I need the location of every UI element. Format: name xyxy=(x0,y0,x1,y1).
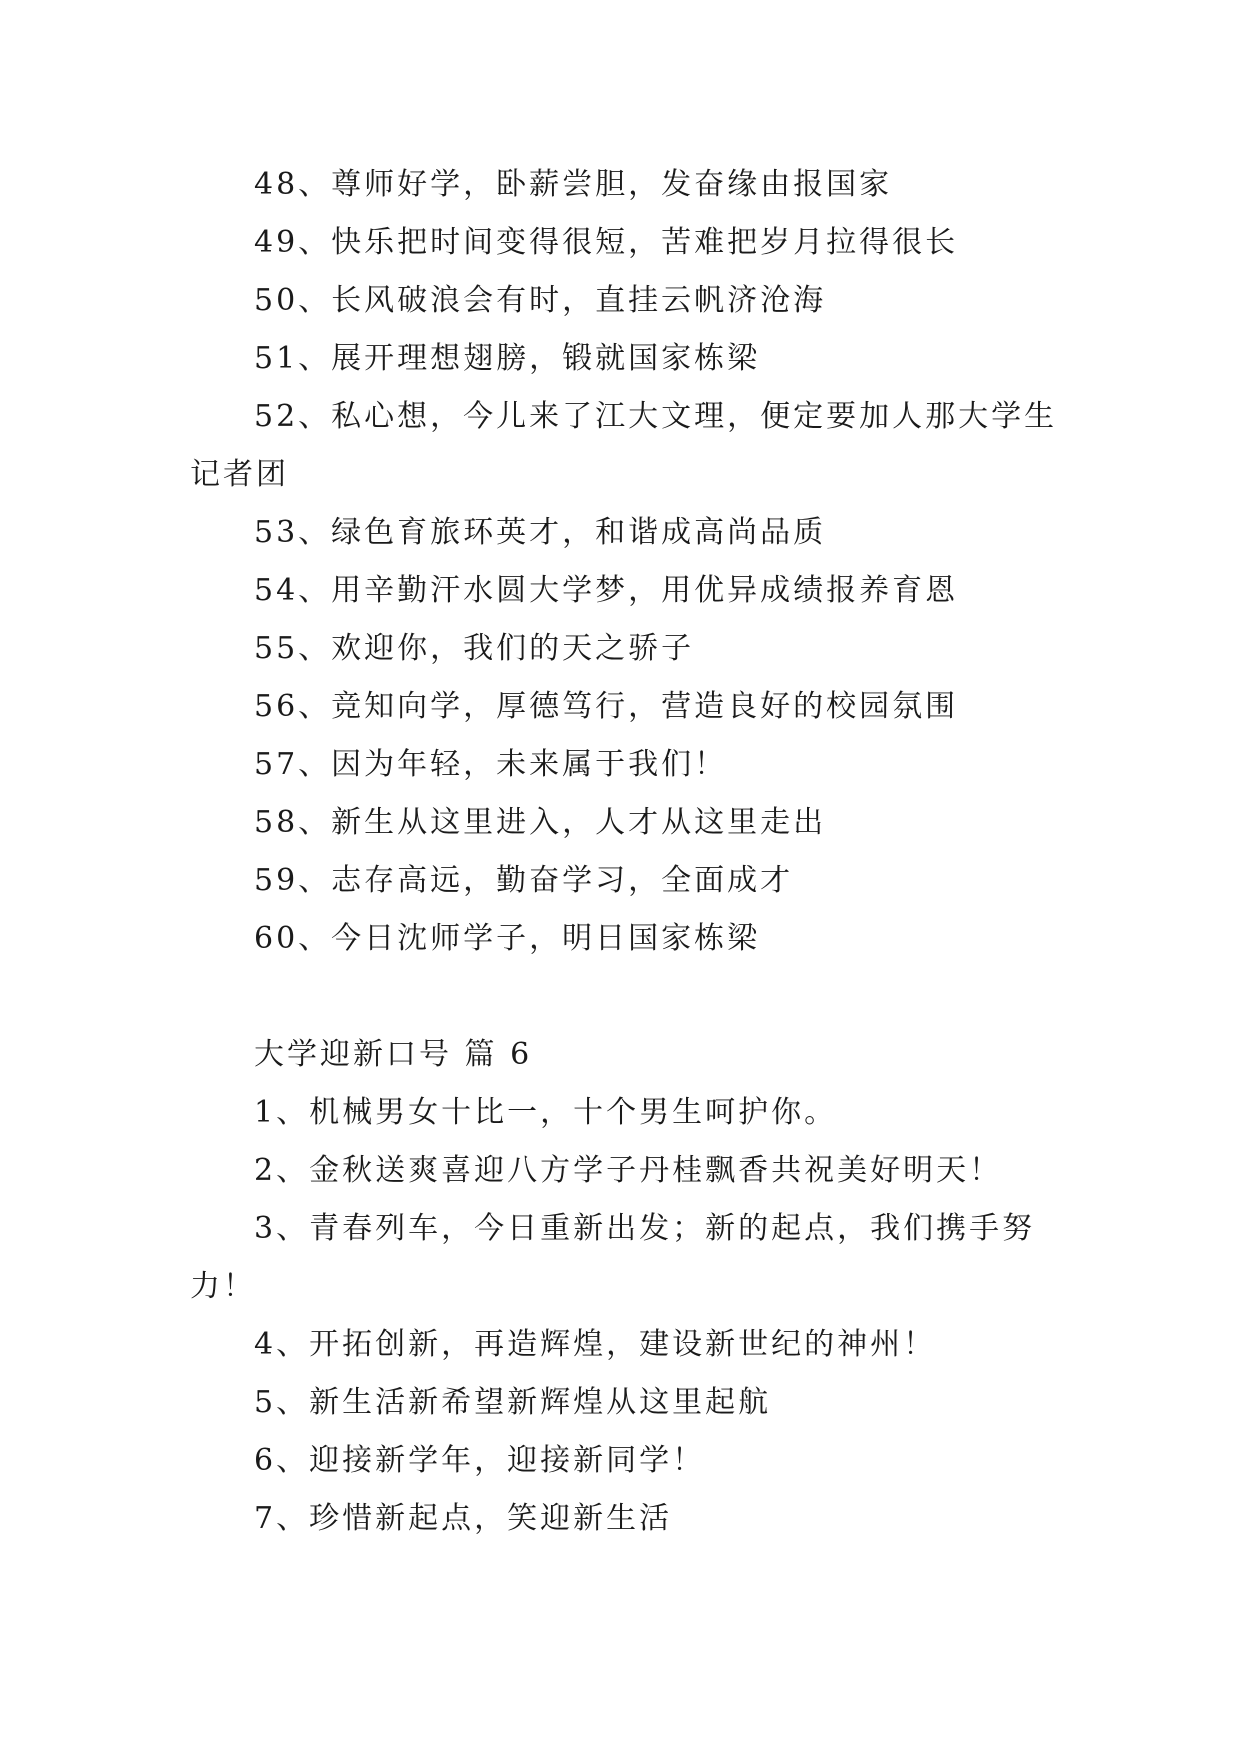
slogan-item: 53、绿色育旅环英才，和谐成高尚品质 xyxy=(254,515,827,550)
slogan-item: 54、用辛勤汗水圆大学梦，用优异成绩报养育恩 xyxy=(254,573,959,608)
slogan-item: 56、竞知向学，厚德笃行，营造良好的校园氛围 xyxy=(254,689,959,724)
slogan-item: 3、青春列车，今日重新出发；新的起点，我们携手努力！ xyxy=(190,1211,1036,1304)
slogan-item: 57、因为年轻，未来属于我们！ xyxy=(254,747,728,782)
slogan-item: 49、快乐把时间变得很短，苦难把岁月拉得很长 xyxy=(254,225,959,260)
slogan-item: 2、金秋送爽喜迎八方学子丹桂飘香共祝美好明天！ xyxy=(254,1153,1003,1188)
slogan-item: 59、志存高远，勤奋学习，全面成才 xyxy=(254,863,794,898)
slogan-item: 4、开拓创新，再造辉煌，建设新世纪的神州！ xyxy=(254,1327,937,1362)
slogan-item: 1、机械男女十比一，十个男生呵护你。 xyxy=(254,1095,838,1130)
section-heading: 大学迎新口号 篇 6 xyxy=(254,1037,533,1072)
slogan-item: 60、今日沈师学子，明日国家栋梁 xyxy=(254,921,761,956)
document-body xyxy=(190,156,1070,1548)
slogan-item: 48、尊师好学，卧薪尝胆，发奋缘由报国家 xyxy=(254,167,893,202)
slogan-item: 50、长风破浪会有时，直挂云帆济沧海 xyxy=(254,283,827,318)
slogan-item: 52、私心想，今儿来了江大文理，便定要加人那大学生记者团 xyxy=(190,399,1058,492)
slogan-item: 6、迎接新学年，迎接新同学！ xyxy=(254,1443,706,1478)
slogan-item: 7、珍惜新起点，笑迎新生活 xyxy=(254,1501,673,1536)
slogan-item: 55、欢迎你，我们的天之骄子 xyxy=(254,631,695,666)
slogan-item: 58、新生从这里进入，人才从这里走出 xyxy=(254,805,827,840)
slogan-item: 5、新生活新希望新辉煌从这里起航 xyxy=(254,1385,772,1420)
slogan-item: 51、展开理想翅膀，锻就国家栋梁 xyxy=(254,341,761,376)
